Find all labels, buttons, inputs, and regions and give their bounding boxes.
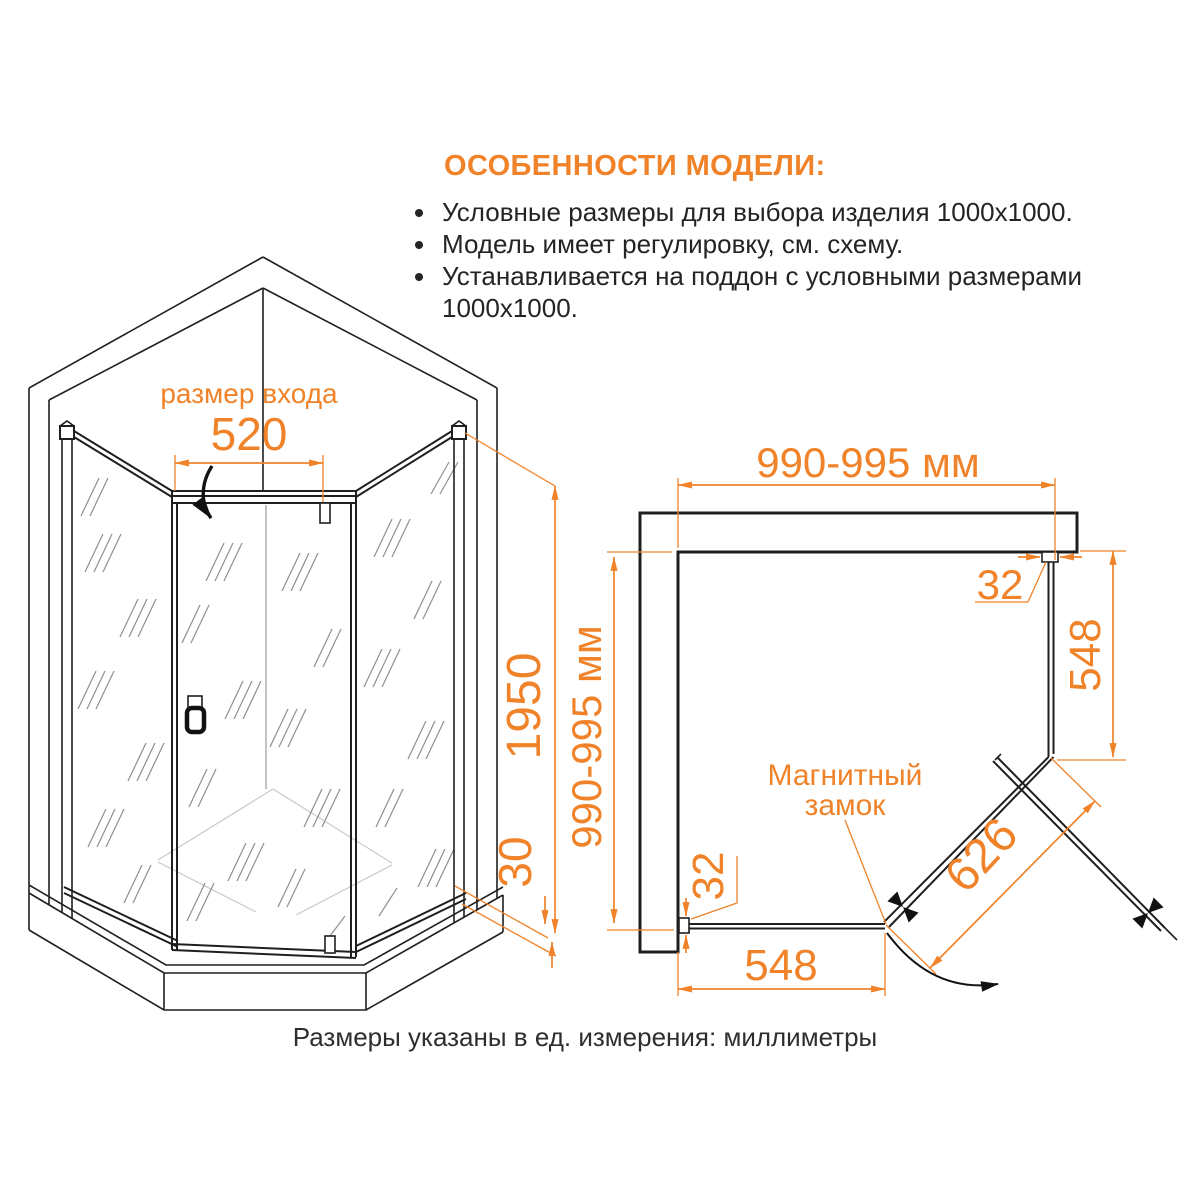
features-list — [408, 196, 1128, 324]
tray-height-value: 30 — [489, 836, 541, 888]
plan-view-drawing — [563, 439, 1177, 996]
feature-item: • Устанавливается на поддон с условными размерами 1000x1000. — [438, 260, 1128, 324]
dim-entrance-width — [160, 378, 338, 502]
plan-width-left-value: 990-995 мм — [563, 625, 610, 849]
features-block — [408, 150, 1128, 324]
plan-bottom-panel — [679, 918, 885, 933]
dim-tray-height — [455, 836, 556, 968]
panel-bottom-value: 548 — [744, 941, 818, 990]
enclosure-frame — [60, 421, 466, 958]
magnet-tab-top — [320, 503, 330, 523]
door-width-value: 626 — [934, 808, 1029, 903]
dim-panel-right — [1057, 551, 1126, 760]
profile-bottom-value: 32 — [684, 851, 733, 901]
magnet-tab-bottom — [325, 936, 335, 953]
units-note: Размеры указаны в ед. измерения: миллиметры — [292, 1022, 878, 1052]
front-view-drawing — [29, 257, 556, 1010]
panel-right-value: 548 — [1061, 618, 1110, 692]
door-handle — [187, 696, 204, 732]
feature-item: • Условные размеры для выбора изделия 1000x1000. — [438, 196, 1128, 228]
dim-profile-top — [975, 557, 1082, 608]
plan-width-top-value: 990-995 мм — [756, 439, 980, 486]
entrance-width-value: 520 — [210, 408, 288, 460]
profile-top-value: 32 — [976, 561, 1024, 608]
plan-swing-arc — [887, 933, 998, 985]
entrance-label: размер входа — [160, 378, 338, 409]
feature-item: • Модель имеет регулировку, см. схему. — [438, 228, 1128, 260]
dim-profile-bottom — [684, 852, 737, 953]
features-title: ОСОБЕННОСТИ МОДЕЛИ: — [444, 150, 826, 182]
dim-panel-bottom — [678, 933, 885, 996]
magnet-label-line1: Магнитный — [767, 759, 923, 792]
room-walls — [29, 257, 497, 910]
height-value: 1950 — [498, 652, 551, 760]
glass-hatching — [78, 462, 458, 940]
magnet-label-line2: замок — [804, 789, 886, 822]
plan-right-panel — [1042, 552, 1058, 757]
